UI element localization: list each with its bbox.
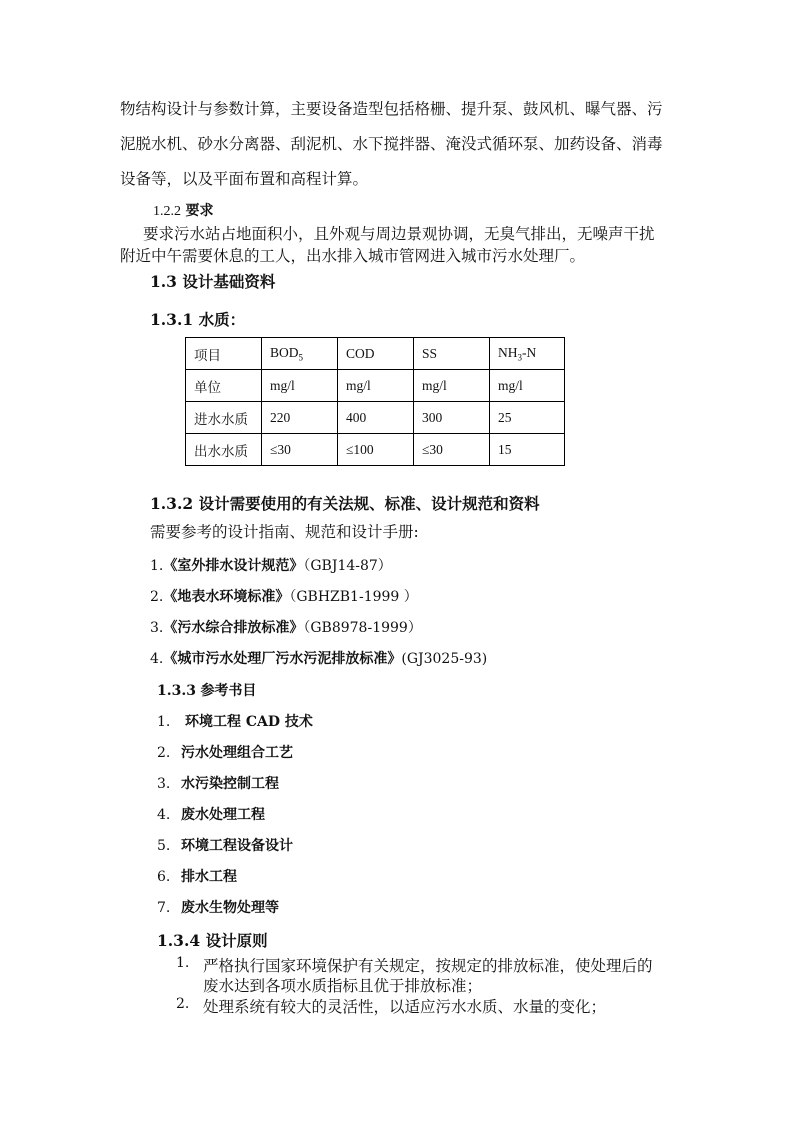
table-cell: 220 — [262, 402, 338, 434]
section-number: 1.3 — [150, 272, 177, 291]
intro-line-1: 物结构设计与参数计算，主要设备造型包括格栅、提升泵、鼓风机、曝气器、污 — [120, 100, 663, 118]
section-title: 设计原则 — [205, 931, 268, 950]
intro-line-2: 泥脱水机、砂水分离器、刮泥机、水下搅拌器、淹没式循环泵、加药设备、消毒 — [120, 135, 663, 153]
section-1-3-1-heading — [150, 308, 245, 330]
table-cell: 300 — [414, 402, 490, 434]
reference-item: 7. 废水生物处理等 — [157, 900, 279, 916]
principle-num: 2. — [176, 996, 190, 1012]
req-line-2: 附近中午需要休息的工人，出水排入城市管网进入城市污水处理厂。 — [120, 247, 586, 265]
table-row — [186, 434, 565, 466]
table-cell: 25 — [490, 402, 565, 434]
sec132-intro: 需要参考的设计指南、规范和设计手册: — [150, 523, 419, 541]
reference-item: 1. 环境工程 CAD 技术 — [157, 714, 313, 730]
table-cell: mg/l — [414, 370, 490, 402]
section-number: 1.3.1 — [150, 310, 194, 329]
principle-line: 处理系统有较大的灵活性，以适应污水水质、水量的变化； — [203, 998, 607, 1016]
table-header-cell: $BOD_5$ — [262, 338, 338, 370]
table-cell: 15 — [490, 434, 565, 466]
section-title: 水质： — [198, 310, 246, 329]
section-1-3-4-heading — [157, 929, 268, 951]
table-header-cell: 项目 — [186, 338, 262, 370]
table-cell: 400 — [338, 402, 414, 434]
reference-item: 4. 废水处理工程 — [157, 807, 265, 823]
principle-line: 严格执行国家环境保护有关规定，按规定的排放标准，使处理后的 — [203, 957, 653, 975]
standard-item: 4.《城市污水处理厂污水污泥排放标准》(GJ3025-93) — [150, 651, 488, 667]
table-cell: mg/l — [262, 370, 338, 402]
table-cell: ≤100 — [338, 434, 414, 466]
table-cell: 进水水质 — [186, 402, 262, 434]
section-1-3-2-heading — [150, 492, 540, 514]
table-cell: ≤30 — [414, 434, 490, 466]
section-number: 1.3.2 — [150, 494, 194, 513]
section-number: 1.3.4 — [157, 931, 201, 950]
section-title: 设计基础资料 — [182, 272, 276, 291]
table-row — [186, 402, 565, 434]
table-cell: ≤30 — [262, 434, 338, 466]
reference-item: 6. 排水工程 — [157, 869, 237, 885]
standard-item: 1.《室外排水设计规范》（GBJ14-87） — [150, 558, 392, 574]
table-row — [186, 370, 565, 402]
section-1-3-heading — [150, 270, 275, 292]
section-number: 1.3.3 — [157, 683, 196, 699]
reference-item: 3. 水污染控制工程 — [157, 776, 279, 792]
table-cell: mg/l — [338, 370, 414, 402]
standard-item: 2.《地表水环境标准》（GBHZB1-1999 ） — [150, 589, 418, 605]
table-header-cell: SS — [414, 338, 490, 370]
req-line-1: 要求污水站占地面积小，且外观与周边景观协调，无臭气排出，无噪声干扰 — [143, 225, 655, 243]
table-cell: 出水水质 — [186, 434, 262, 466]
table-header-cell: $NH_3-N$ — [490, 338, 565, 370]
principle-line: 废水达到各项水质指标且优于排放标准； — [203, 977, 483, 995]
table-cell: 单位 — [186, 370, 262, 402]
section-1-3-3-heading — [157, 680, 256, 700]
section-1-2-2-heading — [153, 200, 213, 220]
section-title: 参考书目 — [200, 683, 257, 699]
principle-num: 1. — [176, 955, 190, 971]
reference-item: 5. 环境工程设备设计 — [157, 838, 293, 854]
reference-item: 2. 污水处理组合工艺 — [157, 745, 293, 761]
table-header-cell: COD — [338, 338, 414, 370]
section-title: 要求 — [185, 203, 214, 219]
section-number: 1.2.2 — [153, 204, 181, 219]
standard-item: 3.《污水综合排放标准》（GB8978-1999） — [150, 620, 422, 636]
water-quality-table — [185, 337, 565, 466]
table-header-row — [186, 338, 565, 370]
section-title: 设计需要使用的有关法规、标准、设计规范和资料 — [198, 494, 540, 513]
intro-line-3: 设备等，以及平面布置和高程计算。 — [120, 170, 369, 188]
table-cell: mg/l — [490, 370, 565, 402]
